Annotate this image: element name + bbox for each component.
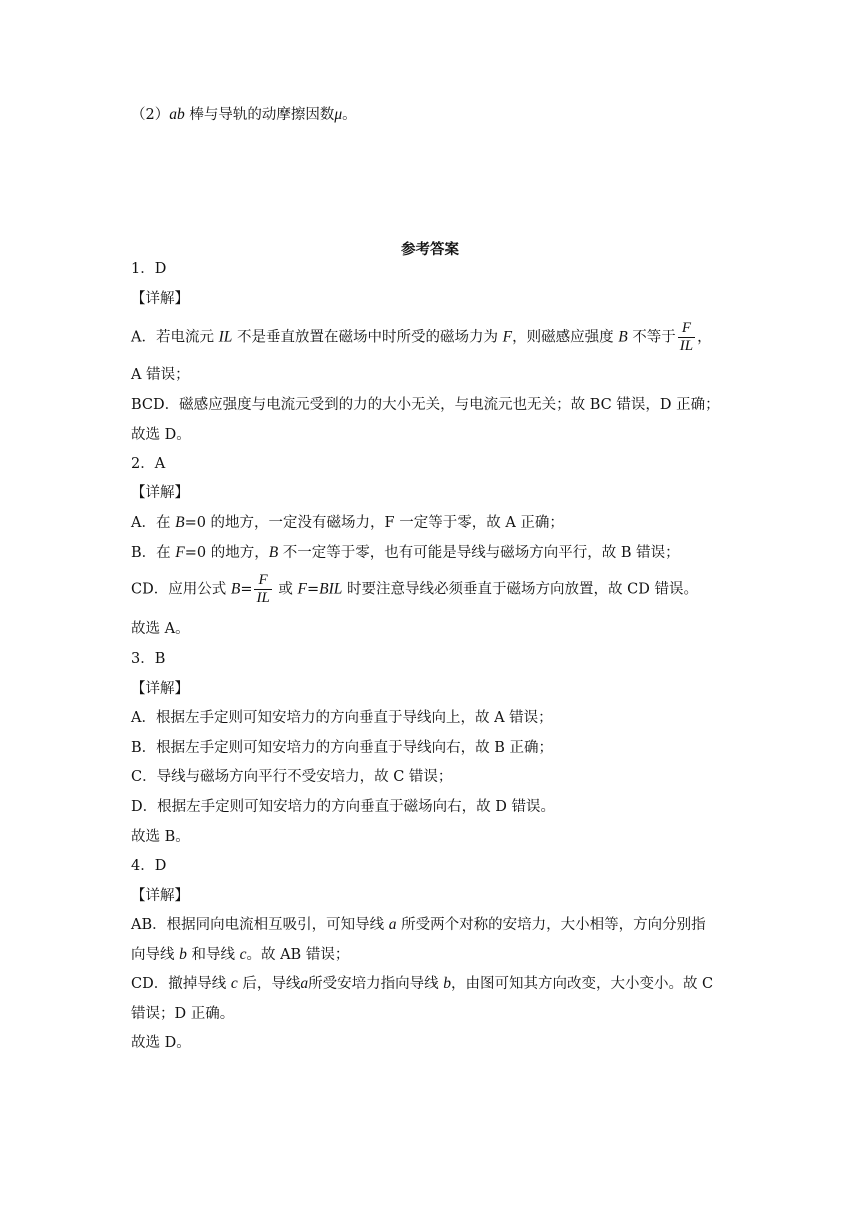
answer-3-head: 3．B (131, 651, 166, 667)
answer-4-detail-label: 【详解】 (131, 888, 189, 904)
answer-4-option-cd: CD．撤掉导线 c 后，导线a所受安培力指向导线 b，由图可知其方向改变，大小变小。故 C (131, 975, 714, 992)
answer-2-choice: 故选 A。 (131, 621, 190, 637)
fraction-f-over-il: $\frac{F}{IL}$ (679, 320, 694, 354)
answer-2-option-b: B．在 F=0 的地方，B 不一定等于零，也有可能是导线与磁场方向平行，故 B 错误； (131, 544, 680, 561)
answer-3-option-a: A．根据左手定则可知安培力的方向垂直于导线向上，故 A 错误； (131, 710, 553, 726)
answer-4-choice: 故选 D。 (131, 1035, 191, 1051)
answer-3-option-d: D．根据左手定则可知安培力的方向垂直于磁场向右，故 D 错误。 (131, 799, 555, 815)
question-2-part-2: （2）ab 棒与导轨的动摩擦因数μ。 (131, 106, 357, 123)
answer-4-option-cd-cont: 错误；D 正确。 (131, 1006, 235, 1022)
answer-1-option-bcd: BCD．磁感应强度与电流元受到的力的大小无关，与电流元也无关；故 BC 错误，D 正确； (131, 397, 720, 413)
answer-1-detail-label: 【详解】 (131, 291, 189, 307)
answer-1-option-a: A．若电流元 IL 不是垂直放置在磁场中时所受的磁场力为 F，则磁感应强度 B 不等于 $\frac{F}{IL}$ ， (131, 320, 712, 354)
answer-2-option-cd: CD．应用公式 B= $\frac{F}{IL}$ 或 F=BIL 时要注意导线必须垂直于磁场方向放置，故 CD 错误。 (131, 572, 698, 606)
answer-1-choice: 故选 D。 (131, 427, 191, 443)
answers-title: 参考答案 (401, 241, 459, 258)
answer-1-head: 1．D (131, 261, 167, 277)
answer-4-option-ab-cont: 向导线 b 和导线 c。故 AB 错误； (131, 946, 350, 963)
answer-2-detail-label: 【详解】 (131, 485, 189, 501)
answer-4-option-ab: AB．根据同向电流相互吸引，可知导线 a 所受两个对称的安培力，大小相等，方向分别指 (131, 916, 706, 933)
answer-3-detail-label: 【详解】 (131, 681, 189, 697)
answer-3-option-c: C．导线与磁场方向平行不受安培力，故 C 错误； (131, 769, 453, 785)
answer-3-choice: 故选 B。 (131, 829, 190, 845)
var-ab: ab (169, 106, 185, 123)
answer-4-head: 4．D (131, 858, 167, 874)
answer-2-option-a: A．在 B=0 的地方，一定没有磁场力，F 一定等于零，故 A 正确； (131, 514, 564, 531)
fraction-f-over-il: $\frac{F}{IL}$ (256, 572, 270, 606)
answer-2-head: 2．A (131, 456, 166, 472)
var-mu: μ (334, 106, 343, 123)
answer-3-option-b: B．根据左手定则可知安培力的方向垂直于导线向右，故 B 正确； (131, 740, 554, 756)
answer-1-option-a-cont: A 错误； (131, 367, 190, 383)
